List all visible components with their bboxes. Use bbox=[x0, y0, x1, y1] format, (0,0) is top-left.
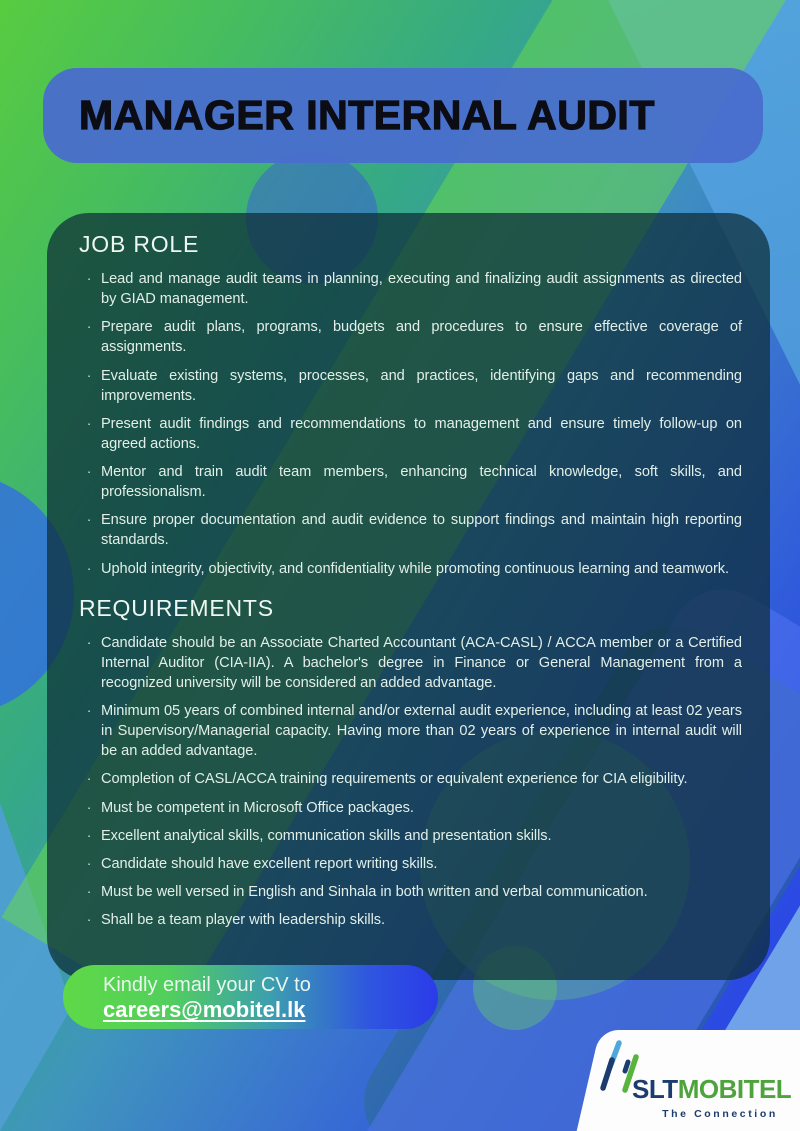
bullet-icon: · bbox=[86, 911, 92, 927]
bullet-list bbox=[77, 633, 744, 931]
brand-logo bbox=[592, 1036, 800, 1128]
bullet-icon: · bbox=[86, 463, 92, 479]
content-panel bbox=[47, 213, 770, 980]
requirements-section bbox=[77, 595, 744, 931]
bullet-icon: · bbox=[86, 770, 92, 787]
list-item-text: Completion of CASL/ACCA training requirements or equivalent experience for CIA eligibility. bbox=[101, 771, 688, 788]
list-item bbox=[77, 510, 744, 550]
brand-name-mobitel: MOBITEL bbox=[677, 1074, 792, 1104]
list-item bbox=[77, 366, 744, 406]
list-item-text: Excellent analytical skills, communication skills and presentation skills. bbox=[101, 827, 552, 844]
bullet-icon: · bbox=[86, 414, 92, 431]
list-item-text: Minimum 05 years of combined internal and/or external audit experience, including at least 02 years in Supervisory/Managerial capacity. Having more than 02 years of experience in internal audit will be an added advantage. bbox=[101, 703, 742, 760]
bullet-list bbox=[77, 269, 744, 579]
list-item bbox=[77, 462, 744, 502]
list-item-text: Ensure proper documentation and audit evidence to support findings and maintain high reporting standards. bbox=[101, 512, 742, 549]
bullet-icon: · bbox=[86, 702, 92, 718]
list-item-text: Present audit findings and recommendations to management and ensure timely follow-up on agreed actions. bbox=[101, 415, 742, 452]
list-item bbox=[77, 882, 744, 902]
list-item-text: Must be well versed in English and Sinhala in both written and verbal communication. bbox=[101, 883, 648, 900]
list-item-text: Uphold integrity, objectivity, and confidentiality while promoting continuous learning and teamwork. bbox=[101, 560, 730, 577]
list-item-text: Must be competent in Microsoft Office packages. bbox=[101, 799, 414, 816]
section-heading: REQUIREMENTS bbox=[79, 594, 274, 621]
list-item bbox=[77, 798, 744, 818]
title-banner bbox=[43, 68, 763, 163]
bullet-icon: · bbox=[86, 882, 92, 899]
list-item bbox=[77, 701, 744, 761]
cta-intro: Kindly email your CV to bbox=[103, 974, 311, 996]
list-item bbox=[77, 854, 744, 874]
section-heading: JOB ROLE bbox=[79, 231, 200, 257]
list-item-text: Mentor and train audit team members, enhancing technical knowledge, soft skills, and professionalism. bbox=[101, 464, 742, 501]
list-item-text: Lead and manage audit teams in planning, executing and finalizing audit assignments as directed by GIAD management. bbox=[101, 271, 742, 308]
list-item-text: Prepare audit plans, programs, budgets and procedures to ensure effective coverage of assignments. bbox=[101, 319, 742, 356]
bullet-icon: · bbox=[86, 511, 92, 528]
bullet-icon: · bbox=[86, 633, 92, 650]
bullet-icon: · bbox=[86, 559, 92, 576]
list-item bbox=[77, 910, 744, 930]
bullet-icon: · bbox=[86, 798, 92, 815]
list-item-text: Shall be a team player with leadership skills. bbox=[101, 912, 386, 928]
bullet-icon: · bbox=[86, 366, 92, 383]
cta-pill bbox=[63, 965, 438, 1029]
bullet-icon: · bbox=[86, 270, 92, 286]
list-item bbox=[77, 559, 744, 579]
list-item bbox=[77, 826, 744, 846]
brand-tagline: The Connection bbox=[662, 1108, 778, 1120]
list-item bbox=[77, 633, 744, 693]
brand-name-slt: SLT bbox=[632, 1074, 678, 1104]
list-item bbox=[77, 317, 744, 357]
bullet-icon: · bbox=[86, 318, 92, 335]
poster-title: MANAGER INTERNAL AUDIT bbox=[79, 92, 655, 138]
brand-wordmark bbox=[632, 1074, 791, 1105]
list-item-text: Candidate should have excellent report writing skills. bbox=[101, 855, 438, 872]
list-item-text: Evaluate existing systems, processes, and practices, identifying gaps and recommending improvements. bbox=[101, 367, 742, 404]
list-item bbox=[77, 414, 744, 454]
cta-email-link[interactable]: careers@mobitel.lk bbox=[103, 997, 306, 1022]
list-item-text: Candidate should be an Associate Charted Accountant (ACA-CASL) / ACCA member or a Certified Internal Auditor (CIA-IIA). A bachelor's degree in Finance or General Management from a recognized university will be considered an added advantage. bbox=[101, 634, 742, 691]
job-role-section bbox=[77, 231, 744, 579]
bullet-icon: · bbox=[86, 854, 92, 871]
bullet-icon: · bbox=[86, 826, 92, 843]
list-item bbox=[77, 769, 744, 789]
list-item bbox=[77, 269, 744, 309]
